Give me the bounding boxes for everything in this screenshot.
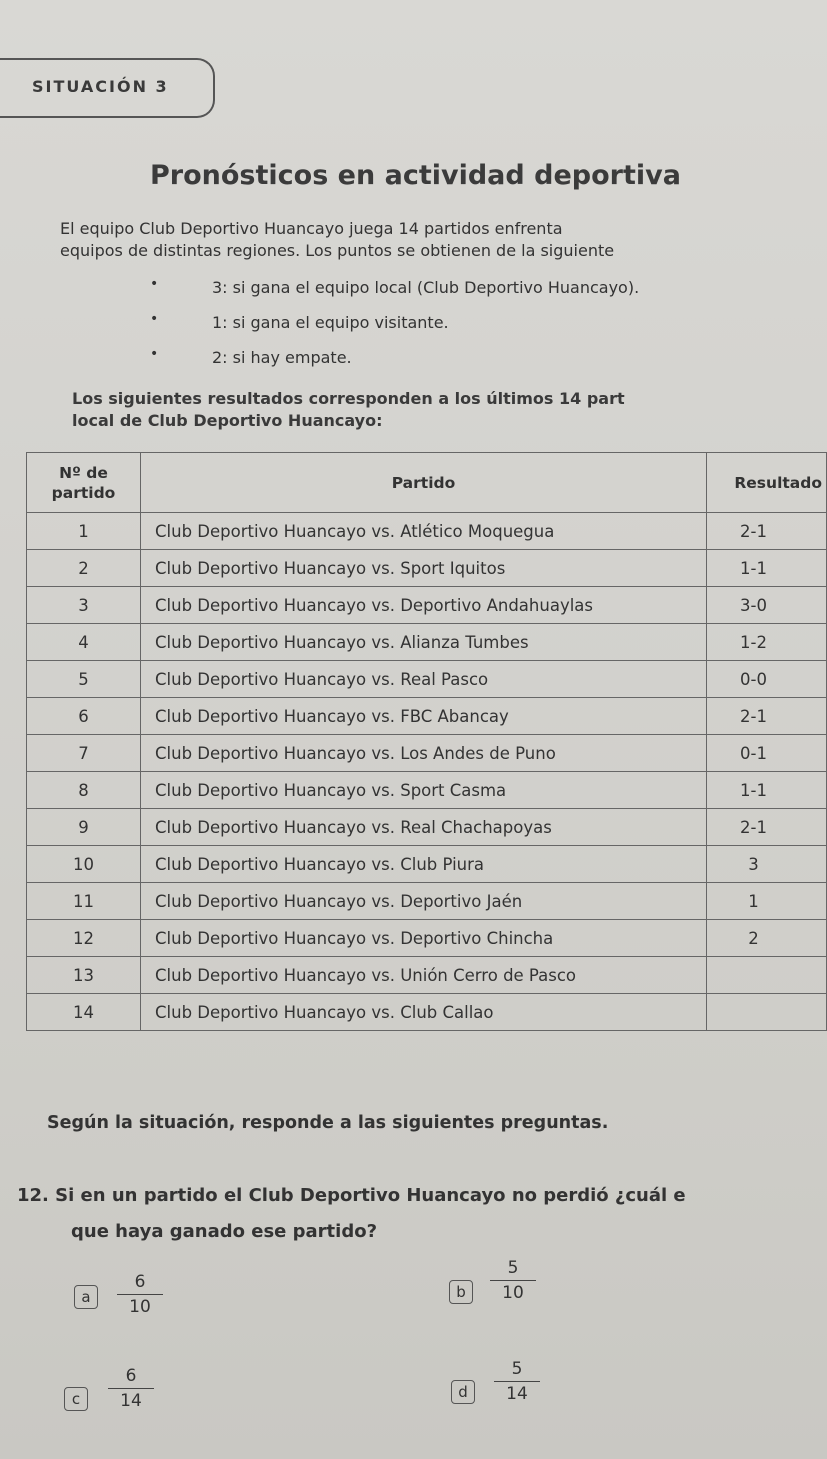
match-name: Club Deportivo Huancayo vs. Deportivo Chincha xyxy=(141,920,707,957)
header-match-number xyxy=(27,453,141,513)
table-row xyxy=(27,735,827,772)
header-match: Partido xyxy=(141,453,707,513)
match-name: Club Deportivo Huancayo vs. Unión Cerro de Pasco xyxy=(141,957,707,994)
fraction-numerator: 6 xyxy=(117,1272,163,1295)
table-row xyxy=(27,587,827,624)
match-number: 12 xyxy=(27,920,141,957)
fraction-denominator: 10 xyxy=(502,1283,524,1303)
match-result: 3 xyxy=(707,846,827,883)
fraction xyxy=(494,1359,540,1404)
table-row xyxy=(27,772,827,809)
fraction xyxy=(117,1272,163,1317)
match-number: 6 xyxy=(27,698,141,735)
intro-line: equipos de distintas regiones. Los puntos se obtienen de la siguiente xyxy=(60,241,615,260)
match-result: 0-0 xyxy=(707,661,827,698)
table-row xyxy=(27,624,827,661)
question-line: que haya ganado ese partido? xyxy=(71,1221,378,1242)
match-number: 7 xyxy=(27,735,141,772)
intro-paragraph xyxy=(60,218,614,262)
match-result: 0-1 xyxy=(707,735,827,772)
match-number: 13 xyxy=(27,957,141,994)
match-number: 4 xyxy=(27,624,141,661)
intro-line: El equipo Club Deportivo Huancayo juega 14 partidos enfrenta xyxy=(60,219,563,238)
option-letter: a xyxy=(74,1285,98,1309)
results-intro-line: Los siguientes resultados corresponden a los últimos 14 part xyxy=(72,389,625,408)
match-result: 3-0 xyxy=(707,587,827,624)
option-letter: d xyxy=(451,1380,475,1404)
section-label xyxy=(0,58,215,118)
results-intro xyxy=(72,388,625,432)
table-row xyxy=(27,920,827,957)
match-name: Club Deportivo Huancayo vs. Sport Iquitos xyxy=(141,550,707,587)
match-result xyxy=(707,957,827,994)
fraction-denominator: 14 xyxy=(120,1391,142,1411)
section-label-text: SITUACIÓN 3 xyxy=(32,77,169,96)
match-result xyxy=(707,994,827,1031)
match-name: Club Deportivo Huancayo vs. Club Callao xyxy=(141,994,707,1031)
match-name: Club Deportivo Huancayo vs. Atlético Moquegua xyxy=(141,513,707,550)
table-row xyxy=(27,846,827,883)
match-name: Club Deportivo Huancayo vs. Sport Casma xyxy=(141,772,707,809)
rule-item: • 3: si gana el equipo local (Club Deportivo Huancayo). xyxy=(150,278,639,313)
fraction-numerator: 5 xyxy=(490,1258,536,1281)
match-name: Club Deportivo Huancayo vs. Real Chachapoyas xyxy=(141,809,707,846)
fraction-numerator: 5 xyxy=(494,1359,540,1382)
match-number: 3 xyxy=(27,587,141,624)
match-number: 11 xyxy=(27,883,141,920)
table-row xyxy=(27,513,827,550)
option-letter: c xyxy=(64,1387,88,1411)
match-number: 1 xyxy=(27,513,141,550)
table-row xyxy=(27,994,827,1031)
match-name: Club Deportivo Huancayo vs. Los Andes de Puno xyxy=(141,735,707,772)
table-row xyxy=(27,698,827,735)
match-result: 2-1 xyxy=(707,698,827,735)
header-result: Resultado xyxy=(707,453,827,513)
header-num-line: partido xyxy=(51,483,116,502)
rule-item: • 2: si hay empate. xyxy=(150,348,639,383)
table-row xyxy=(27,661,827,698)
page-title: Pronósticos en actividad deportiva xyxy=(150,160,681,191)
rule-item: • 1: si gana el equipo visitante. xyxy=(150,313,639,348)
match-number: 10 xyxy=(27,846,141,883)
match-result: 1-1 xyxy=(707,772,827,809)
match-result: 1-2 xyxy=(707,624,827,661)
fraction xyxy=(490,1258,536,1303)
match-name: Club Deportivo Huancayo vs. FBC Abancay xyxy=(141,698,707,735)
question-12 xyxy=(17,1178,686,1250)
option-letter: b xyxy=(449,1280,473,1304)
match-number: 5 xyxy=(27,661,141,698)
instructions-prompt: Según la situación, responde a las siguientes preguntas. xyxy=(47,1113,609,1133)
match-number: 14 xyxy=(27,994,141,1031)
table-row xyxy=(27,883,827,920)
table-row xyxy=(27,809,827,846)
match-name: Club Deportivo Huancayo vs. Deportivo Jaén xyxy=(141,883,707,920)
match-result: 1 xyxy=(707,883,827,920)
match-result: 2 xyxy=(707,920,827,957)
fraction-numerator: 6 xyxy=(108,1366,154,1389)
table-row xyxy=(27,957,827,994)
header-num-line: Nº de xyxy=(59,463,108,482)
match-number: 2 xyxy=(27,550,141,587)
results-intro-line: local de Club Deportivo Huancayo: xyxy=(72,411,383,430)
table-header-row xyxy=(27,453,827,513)
match-result: 2-1 xyxy=(707,809,827,846)
results-table xyxy=(26,452,827,1031)
fraction xyxy=(108,1366,154,1411)
match-name: Club Deportivo Huancayo vs. Club Piura xyxy=(141,846,707,883)
match-name: Club Deportivo Huancayo vs. Real Pasco xyxy=(141,661,707,698)
fraction-denominator: 10 xyxy=(129,1297,151,1317)
match-result: 2-1 xyxy=(707,513,827,550)
table-row xyxy=(27,550,827,587)
match-number: 9 xyxy=(27,809,141,846)
fraction-denominator: 14 xyxy=(506,1384,528,1404)
match-name: Club Deportivo Huancayo vs. Deportivo Andahuaylas xyxy=(141,587,707,624)
match-result: 1-1 xyxy=(707,550,827,587)
match-name: Club Deportivo Huancayo vs. Alianza Tumbes xyxy=(141,624,707,661)
scoring-rules-list xyxy=(150,278,639,383)
question-line: 12. Si en un partido el Club Deportivo Huancayo no perdió ¿cuál e xyxy=(17,1185,686,1206)
match-number: 8 xyxy=(27,772,141,809)
